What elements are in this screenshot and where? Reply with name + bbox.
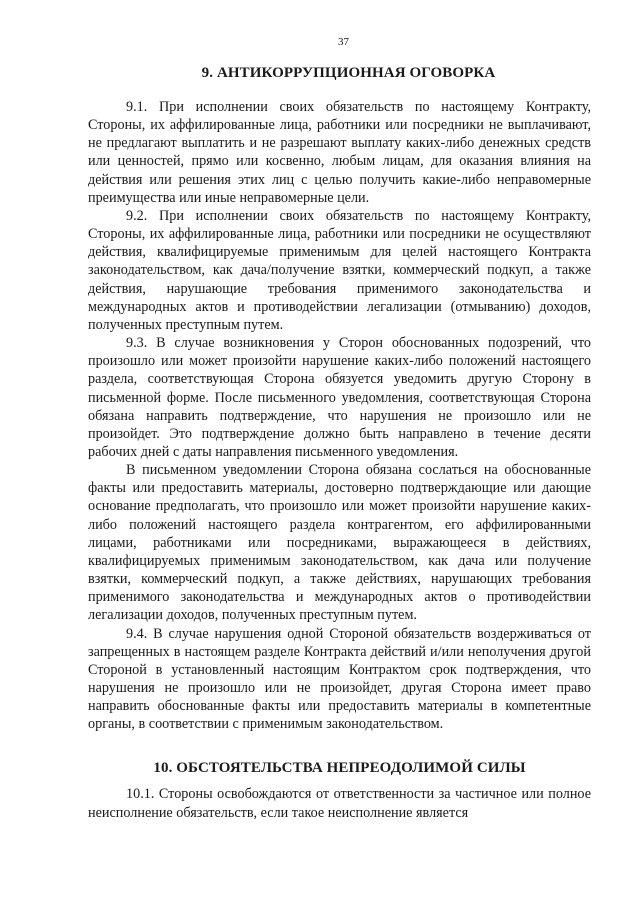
section-9-heading: 9. АНТИКОРРУПЦИОННАЯ ОГОВОРКА <box>201 65 496 81</box>
paragraph-9-3-notice: В письменном уведомлении Сторона обязана сослаться на обоснованные факты или предоставить материалы, достоверно подтверждающие или дающие основание предполагать, что произошло или может произойти нарушение каких-либо положений настоящего раздела контрагентом, его аффилированными лицами, работниками или посредниками, выражающееся в действиях, квалифицируемых применимым законодательством, как дача или получение взятки, коммерческий подкуп, а также действиях, нарушающих требования применимого законодательства и международных актов о противодействии легализации доходов, полученных преступным путем. <box>88 462 591 624</box>
section-10-heading: 10. ОБСТОЯТЕЛЬСТВА НЕПРЕОДОЛИМОЙ СИЛЫ <box>153 760 526 777</box>
paragraph-9-2: 9.2. При исполнении своих обязательств по настоящему Контракту, Стороны, их аффилированные лица, работники или посредники не осуществляют действия, квалифицируемые применимым для целей настоящего Контракта законодательством, как дача/получение взятки, коммерческий подкуп, а также действия, нарушающие требования применимого законодательства и международных актов и противодействии легализации (отмыванию) доходов, полученных преступным путем. <box>88 207 591 333</box>
paragraph-10-1: 10.1. Стороны освобождаются от ответственности за частичное или полное неисполнение обязательств, если такое неисполнение является <box>88 786 591 821</box>
paragraph-9-1: 9.1. При исполнении своих обязательств по настоящему Контракту, Стороны, их аффилированные лица, работники или посредники не выплачивают, не предлагают выплатить и не разрешают выплату каких-либо денежных средств или ценностей, прямо или косвенно, любым лицам, для оказания влияния на действия или решения этих лиц с целью получить какие-либо неправомерные преимущества или иные неправомерные цели. <box>88 99 591 206</box>
paragraph-9-3: 9.3. В случае возникновения у Сторон обоснованных подозрений, что произошло или может произойти нарушение каких-либо положений настоящего раздела, соответствующая Сторона обязуется уведомить другую Сторону в письменной форме. После письменного уведомления, соответствующая Сторона обязана направить подтверждение, что нарушения не произошло или не произойдет. Это подтверждение должно быть направлено в течение десяти рабочих дней с даты направления письменного уведомления. <box>88 335 591 460</box>
document-body <box>88 62 591 822</box>
paragraph-9-4: 9.4. В случае нарушения одной Стороной обязательств воздерживаться от запрещенных в настоящем разделе Контракта действий и/или неполучения другой Стороной в установленный настоящим Контрактом срок подтверждения, что нарушения не произошло или не произойдет, другая Сторона имеет право направить обоснованные факты или предоставить материалы в компетентные органы, в соответствии с применимым законодательством. <box>88 625 591 733</box>
page-number: 37 <box>338 36 349 48</box>
